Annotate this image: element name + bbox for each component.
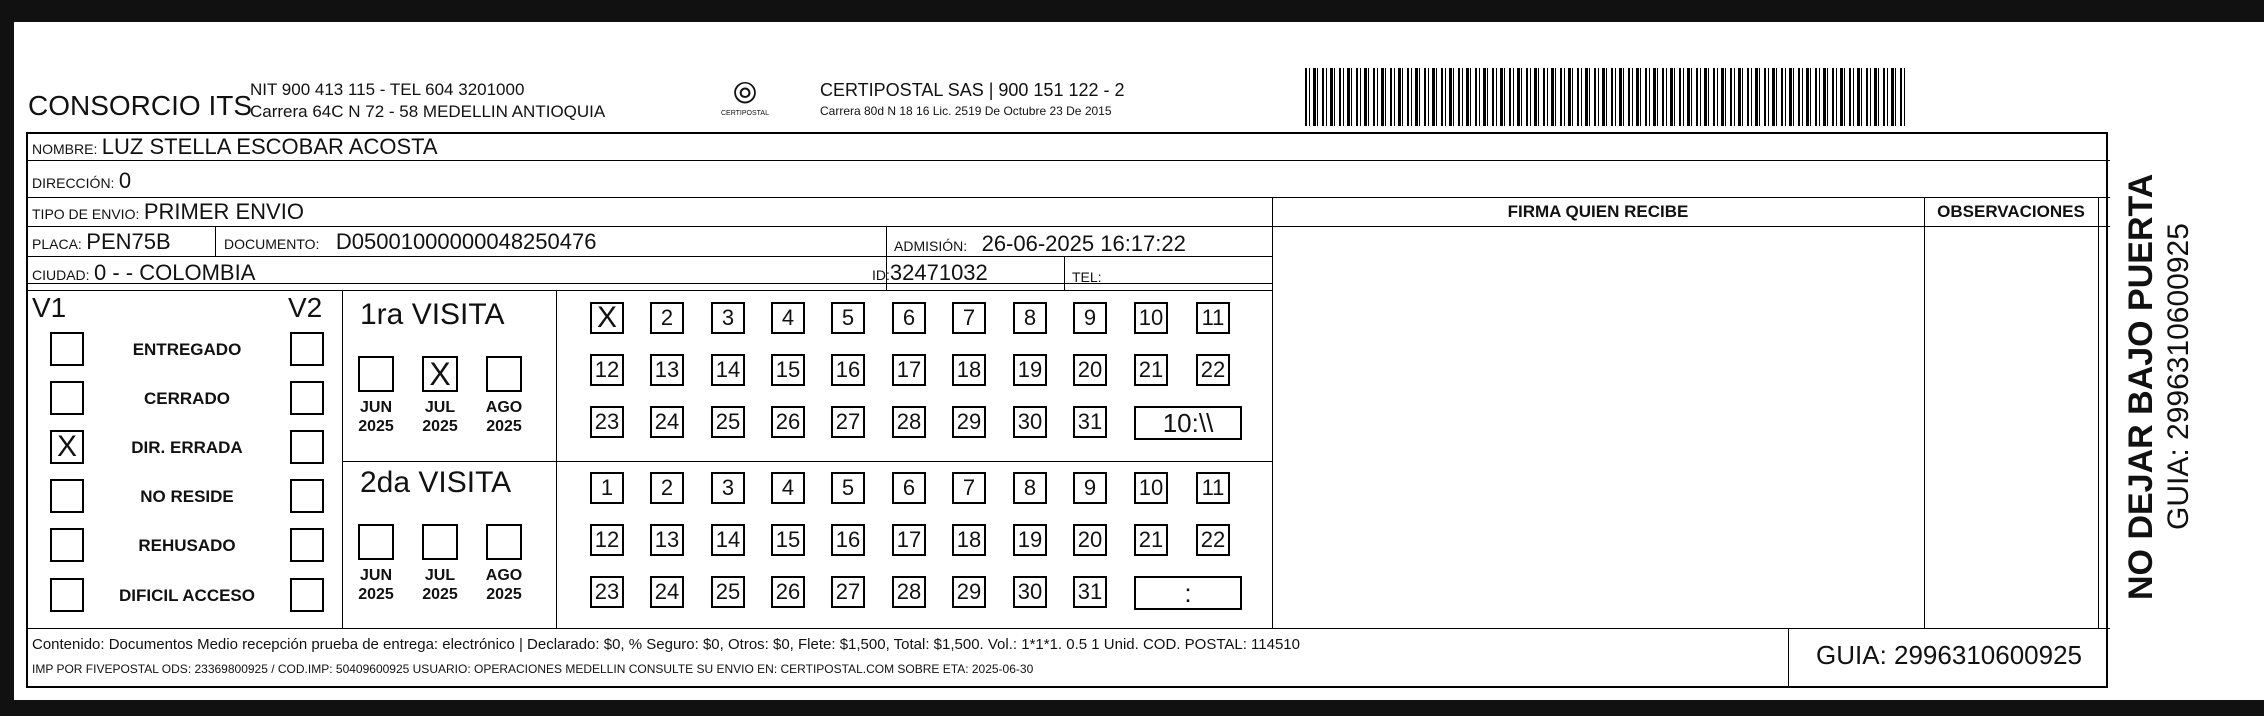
direccion-row: [32, 168, 131, 194]
second-visit-day-box[interactable]: 10: [1134, 472, 1168, 504]
id-value: 32471032: [889, 260, 988, 285]
second-visit-day-box[interactable]: 3: [711, 472, 745, 504]
first-visit-day-box[interactable]: 16: [831, 354, 865, 386]
company-nit-phone: NIT 900 413 115 - TEL 604 3201000: [250, 80, 525, 99]
first-visit-day-box[interactable]: 18: [952, 354, 986, 386]
second-visit-day-box[interactable]: 30: [1013, 576, 1047, 608]
barcode: [1305, 68, 1905, 126]
placa-value: PEN75B: [86, 229, 171, 254]
first-visit-day-box[interactable]: 25: [711, 406, 745, 438]
first-visit-day-box[interactable]: 6: [892, 302, 926, 334]
admision-row: [894, 231, 1186, 257]
second-visit-title: 2da VISITA: [360, 466, 512, 499]
footer-guia: GUIA: 2996310600925: [1816, 640, 2082, 670]
placa-row: [32, 229, 171, 255]
first-visit-day-box[interactable]: 20: [1073, 354, 1107, 386]
tel-label: TEL:: [1072, 269, 1102, 285]
v1-checkbox[interactable]: [50, 528, 84, 562]
first-visit-month-label: JUN 2025: [358, 399, 394, 435]
second-visit-day-box[interactable]: 8: [1013, 472, 1047, 504]
first-visit-month-checkbox[interactable]: [358, 356, 394, 392]
company-name: CONSORCIO ITS: [28, 90, 253, 121]
first-visit-day-box[interactable]: 10: [1134, 302, 1168, 334]
v2-checkbox[interactable]: [290, 381, 324, 415]
tipo-envio-value: PRIMER ENVIO: [143, 199, 304, 224]
v2-checkbox[interactable]: [290, 578, 324, 612]
first-visit-day-box[interactable]: 11: [1196, 302, 1230, 334]
v2-checkbox[interactable]: [290, 479, 324, 513]
second-visit-day-box[interactable]: 14: [711, 524, 745, 556]
certipostal-logo-icon: ⦾: [733, 77, 757, 110]
second-visit-month-label: AGO 2025: [485, 567, 523, 603]
placa-label: PLACA:: [32, 236, 82, 252]
first-visit-day-box[interactable]: 4: [771, 302, 805, 334]
first-visit-day-box[interactable]: 15: [771, 354, 805, 386]
documento-value: D05001000000048250476: [335, 229, 597, 254]
first-visit-day-box[interactable]: 3: [711, 302, 745, 334]
v2-label: V2: [288, 292, 323, 323]
first-visit-day-box[interactable]: 9: [1073, 302, 1107, 334]
signature-area[interactable]: [1276, 228, 1920, 624]
company-address: Carrera 64C N 72 - 58 MEDELLIN ANTIOQUIA: [250, 102, 606, 121]
ciudad-value: 0 - - COLOMBIA: [94, 260, 256, 285]
first-visit-title: 1ra VISITA: [360, 298, 505, 331]
nombre-value: LUZ STELLA ESCOBAR ACOSTA: [101, 134, 438, 159]
first-visit-day-box[interactable]: 27: [831, 406, 865, 438]
first-visit-day-box[interactable]: 22: [1196, 354, 1230, 386]
second-visit-month-label: JUL 2025: [422, 567, 458, 603]
tipo-envio-label: TIPO DE ENVIO:: [32, 206, 140, 222]
second-visit-day-box[interactable]: 1: [590, 472, 624, 504]
v1-checkbox[interactable]: [50, 578, 84, 612]
second-visit-day-box[interactable]: 25: [711, 576, 745, 608]
footer-print-line: IMP POR FIVEPOSTAL ODS: 23369800925 / COD.IMP: 50409600925 USUARIO: OPERACIONES MEDELLIN CONSULTE SU ENVIO EN: CERTIPOSTAL.COM SOBRE ETA: 2025-06-30: [32, 662, 1034, 676]
second-visit-day-box[interactable]: 26: [771, 576, 805, 608]
first-visit-day-box[interactable]: X: [590, 302, 624, 334]
second-visit-day-box[interactable]: 2: [650, 472, 684, 504]
scan-border-left: [0, 0, 14, 716]
scan-border-top: [0, 0, 2264, 22]
second-visit-day-box[interactable]: 20: [1073, 524, 1107, 556]
ciudad-label: CIUDAD:: [32, 267, 90, 283]
side-guia: GUIA: 2996310600925: [2162, 223, 2195, 530]
id-row: [872, 260, 988, 286]
logo-text: CERTIPOSTAL: [721, 110, 769, 117]
second-visit-day-box[interactable]: 11: [1196, 472, 1230, 504]
second-visit-day-box[interactable]: 19: [1013, 524, 1047, 556]
carrier-address: Carrera 80d N 18 16 Lic. 2519 De Octubre 23 De 2015: [820, 104, 1112, 118]
first-visit-day-box[interactable]: 14: [711, 354, 745, 386]
second-visit-day-box[interactable]: 7: [952, 472, 986, 504]
ciudad-row: [32, 260, 255, 286]
first-visit-month-label: AGO 2025: [485, 399, 523, 435]
admision-value: 26-06-2025 16:17:22: [981, 231, 1186, 256]
nombre-row: [32, 134, 438, 160]
second-visit-day-box[interactable]: 5: [831, 472, 865, 504]
first-visit-day-box[interactable]: 13: [650, 354, 684, 386]
first-visit-month-checkbox[interactable]: X: [422, 356, 458, 392]
status-option-label: NO RESIDE: [140, 487, 234, 506]
first-visit-day-box[interactable]: 30: [1013, 406, 1047, 438]
second-visit-day-box[interactable]: 21: [1134, 524, 1168, 556]
second-visit-day-box[interactable]: 9: [1073, 472, 1107, 504]
second-visit-month-checkbox[interactable]: [422, 524, 458, 560]
documento-label: DOCUMENTO:: [224, 236, 320, 252]
carrier-name: CERTIPOSTAL SAS | 900 151 122 - 2: [820, 80, 1125, 100]
status-option-label: REHUSADO: [138, 536, 236, 555]
second-visit-day-box[interactable]: 31: [1073, 576, 1107, 608]
footer-content-line: Contenido: Documentos Medio recepción prueba de entrega: electrónico | Declarado: $0, % Seguro: $0, Otros: $0, Flete: $1,500, Total: $1,500. Vol.: 1*1*1. 0.5 1 Unid. COD. POSTAL: 114510: [32, 636, 1300, 653]
nombre-label: NOMBRE:: [32, 141, 98, 157]
documento-row: [224, 229, 596, 255]
second-visit-time-box[interactable]: :: [1134, 576, 1242, 610]
second-visit-day-box[interactable]: 23: [590, 576, 624, 608]
first-visit-month-checkbox[interactable]: [486, 356, 522, 392]
tel-row: [1072, 262, 1102, 288]
second-visit-day-box[interactable]: 18: [952, 524, 986, 556]
v1-label: V1: [32, 292, 67, 323]
second-visit-day-box[interactable]: 22: [1196, 524, 1230, 556]
first-visit-day-box[interactable]: 23: [590, 406, 624, 438]
first-visit-day-box[interactable]: 12: [590, 354, 624, 386]
first-visit-day-box[interactable]: 28: [892, 406, 926, 438]
second-visit-day-box[interactable]: 29: [952, 576, 986, 608]
v2-checkbox[interactable]: [290, 528, 324, 562]
second-visit-month-checkbox[interactable]: [486, 524, 522, 560]
first-visit-time-box[interactable]: 10:\\: [1134, 406, 1242, 440]
first-visit-day-box[interactable]: 29: [952, 406, 986, 438]
first-visit-day-box[interactable]: 17: [892, 354, 926, 386]
direccion-label: DIRECCIÓN:: [32, 175, 115, 191]
tipo-envio-row: [32, 199, 304, 225]
v1-checkbox[interactable]: [50, 332, 84, 366]
first-visit-day-box[interactable]: 7: [952, 302, 986, 334]
second-visit-month-label: JUN 2025: [358, 567, 394, 603]
first-visit-day-box[interactable]: 19: [1013, 354, 1047, 386]
v1-checkbox[interactable]: X: [50, 430, 84, 464]
second-visit-day-box[interactable]: 6: [892, 472, 926, 504]
side-warning: NO DEJAR BAJO PUERTA: [2122, 173, 2160, 600]
v2-checkbox[interactable]: [290, 430, 324, 464]
first-visit-day-box[interactable]: 26: [771, 406, 805, 438]
status-option-label: DIFICIL ACCESO: [118, 586, 255, 605]
first-visit-month-label: JUL 2025: [422, 399, 458, 435]
second-visit-day-box[interactable]: 17: [892, 524, 926, 556]
first-visit-day-box[interactable]: 2: [650, 302, 684, 334]
second-visit-day-box[interactable]: 27: [831, 576, 865, 608]
status-option-label: ENTREGADO: [132, 340, 242, 359]
status-option-label: DIR. ERRADA: [131, 438, 243, 457]
second-visit-day-box[interactable]: 13: [650, 524, 684, 556]
first-visit-day-box[interactable]: 24: [650, 406, 684, 438]
scan-border-bottom: [0, 700, 2264, 716]
v2-checkbox[interactable]: [290, 332, 324, 366]
second-visit-day-box[interactable]: 16: [831, 524, 865, 556]
second-visit-day-box[interactable]: 24: [650, 576, 684, 608]
observaciones-label: OBSERVACIONES: [1937, 202, 2085, 221]
second-visit-day-box[interactable]: 28: [892, 576, 926, 608]
status-option-label: CERRADO: [144, 389, 230, 408]
second-visit-month-checkbox[interactable]: [358, 524, 394, 560]
id-label: ID:: [872, 267, 890, 283]
first-visit-day-box[interactable]: 8: [1013, 302, 1047, 334]
v1-checkbox[interactable]: [50, 381, 84, 415]
firma-label: FIRMA QUIEN RECIBE: [1507, 202, 1689, 221]
second-visit-day-box[interactable]: 15: [771, 524, 805, 556]
first-visit-day-box[interactable]: 31: [1073, 406, 1107, 438]
first-visit-day-box[interactable]: 5: [831, 302, 865, 334]
admision-label: ADMISIÓN:: [894, 238, 968, 254]
first-visit-day-box[interactable]: 21: [1134, 354, 1168, 386]
second-visit-day-box[interactable]: 4: [771, 472, 805, 504]
v1-checkbox[interactable]: [50, 479, 84, 513]
certipostal-logo: [712, 78, 778, 128]
direccion-value: 0: [118, 168, 132, 193]
observaciones-area[interactable]: [1928, 228, 2094, 624]
second-visit-day-box[interactable]: 12: [590, 524, 624, 556]
